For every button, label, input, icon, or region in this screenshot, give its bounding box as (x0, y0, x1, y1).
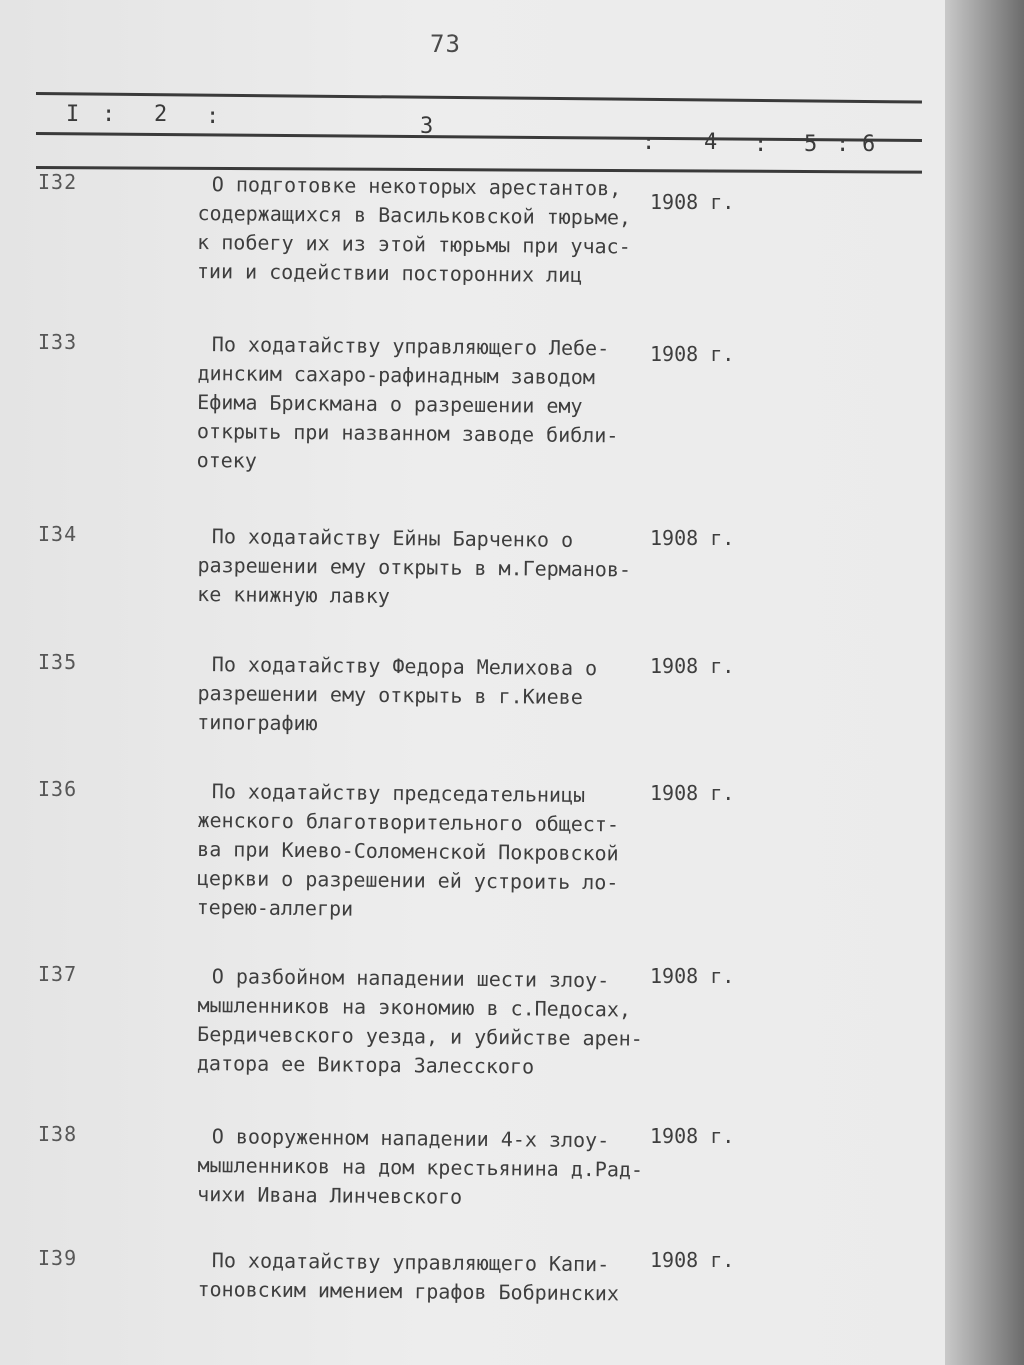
record-title (197, 962, 653, 1083)
title-line: отеку (196, 447, 257, 473)
record-number: I35 (38, 650, 78, 674)
record-title (197, 170, 653, 291)
title-line: динским сахаро-рафинадным заводом (197, 360, 596, 390)
record-year: 1908 г. (650, 654, 735, 678)
title-line: О подготовке некоторых арестантов, (211, 172, 622, 201)
header-middle-rule (36, 132, 922, 142)
column-4-label: 4 (704, 130, 718, 155)
title-line: чихи Ивана Линчевского (197, 1181, 463, 1209)
title-line: мышленников на дом крестьянина д.Рад- (197, 1152, 644, 1182)
record-title (197, 522, 653, 614)
table-header (36, 86, 922, 178)
header-top-rule (36, 92, 922, 104)
title-line: О разбойном нападении шести злоу- (211, 964, 610, 993)
record-year: 1908 г. (650, 1124, 735, 1148)
record-number: I37 (38, 962, 78, 986)
title-line: О вооруженном нападении 4-х злоу- (211, 1124, 610, 1153)
record-year: 1908 г. (650, 526, 735, 550)
record-title (197, 1246, 653, 1309)
page-edge-shadow (945, 0, 1024, 1365)
column-separator: : (642, 130, 656, 155)
record-year: 1908 г. (650, 342, 735, 366)
record-number: I34 (38, 522, 78, 546)
title-line: тии и содействии посторонних лиц (196, 258, 583, 288)
title-line: женского благотворительного общест- (197, 807, 620, 837)
title-line: По ходатайству Федора Мелихова о (211, 652, 598, 681)
record-title (196, 330, 652, 480)
title-line: церкви о разрешении ей устроить ло- (196, 865, 619, 895)
column-separator: : (836, 132, 850, 157)
title-line: По ходатайству управляющего Лебе- (211, 332, 610, 361)
title-line: открыть при названном заводе библи- (196, 418, 619, 448)
record-year: 1908 г. (650, 781, 735, 805)
record-number: I39 (38, 1246, 78, 1270)
title-line: По ходатайству управляющего Капи- (211, 1248, 610, 1277)
title-line: датора ее Виктора Залесского (196, 1050, 535, 1079)
column-2-label: 2 (154, 102, 168, 127)
column-5-label: 5 (804, 132, 818, 157)
title-line: Ефима Брискмана о разрешении ему (197, 389, 583, 419)
record-number: I36 (38, 777, 78, 801)
column-separator: : (102, 102, 116, 127)
title-line: к побегу их из этой тюрьмы при учас- (197, 229, 631, 259)
title-line: терею-аллегри (196, 894, 354, 921)
title-line: типографию (197, 709, 318, 736)
record-number: I32 (38, 170, 78, 194)
title-line: разрешении ему открыть в г.Киеве (197, 680, 583, 710)
record-title (197, 650, 653, 742)
column-separator: : (754, 132, 768, 157)
title-line: ке книжную лавку (197, 581, 391, 609)
record-title (196, 777, 652, 927)
title-line: тоновским имением графов Бобринских (197, 1276, 620, 1306)
title-line: разрешении ему открыть в м.Германов- (197, 552, 632, 582)
column-3-label: 3 (420, 114, 434, 139)
title-line: По ходатайству Ейны Барченко о (211, 524, 574, 552)
column-6-label: 6 (862, 132, 876, 157)
column-1-label: I (66, 102, 80, 127)
title-line: ва при Киево-Соломенской Покровской (197, 836, 619, 866)
record-year: 1908 г. (650, 1248, 735, 1272)
record-year: 1908 г. (650, 964, 735, 988)
title-line: содержащихся в Васильковской тюрьме, (197, 200, 632, 230)
page-number: 73 (430, 30, 461, 58)
record-title (197, 1122, 653, 1214)
record-year: 1908 г. (650, 190, 735, 214)
record-number: I38 (38, 1122, 78, 1146)
title-line: Бердичевского уезда, и убийстве арен- (197, 1021, 643, 1051)
title-line: мышленников на экономию в с.Педосах, (197, 992, 632, 1022)
column-separator: : (206, 104, 220, 129)
record-number: I33 (38, 330, 78, 354)
title-line: По ходатайству председательницы (211, 779, 586, 808)
